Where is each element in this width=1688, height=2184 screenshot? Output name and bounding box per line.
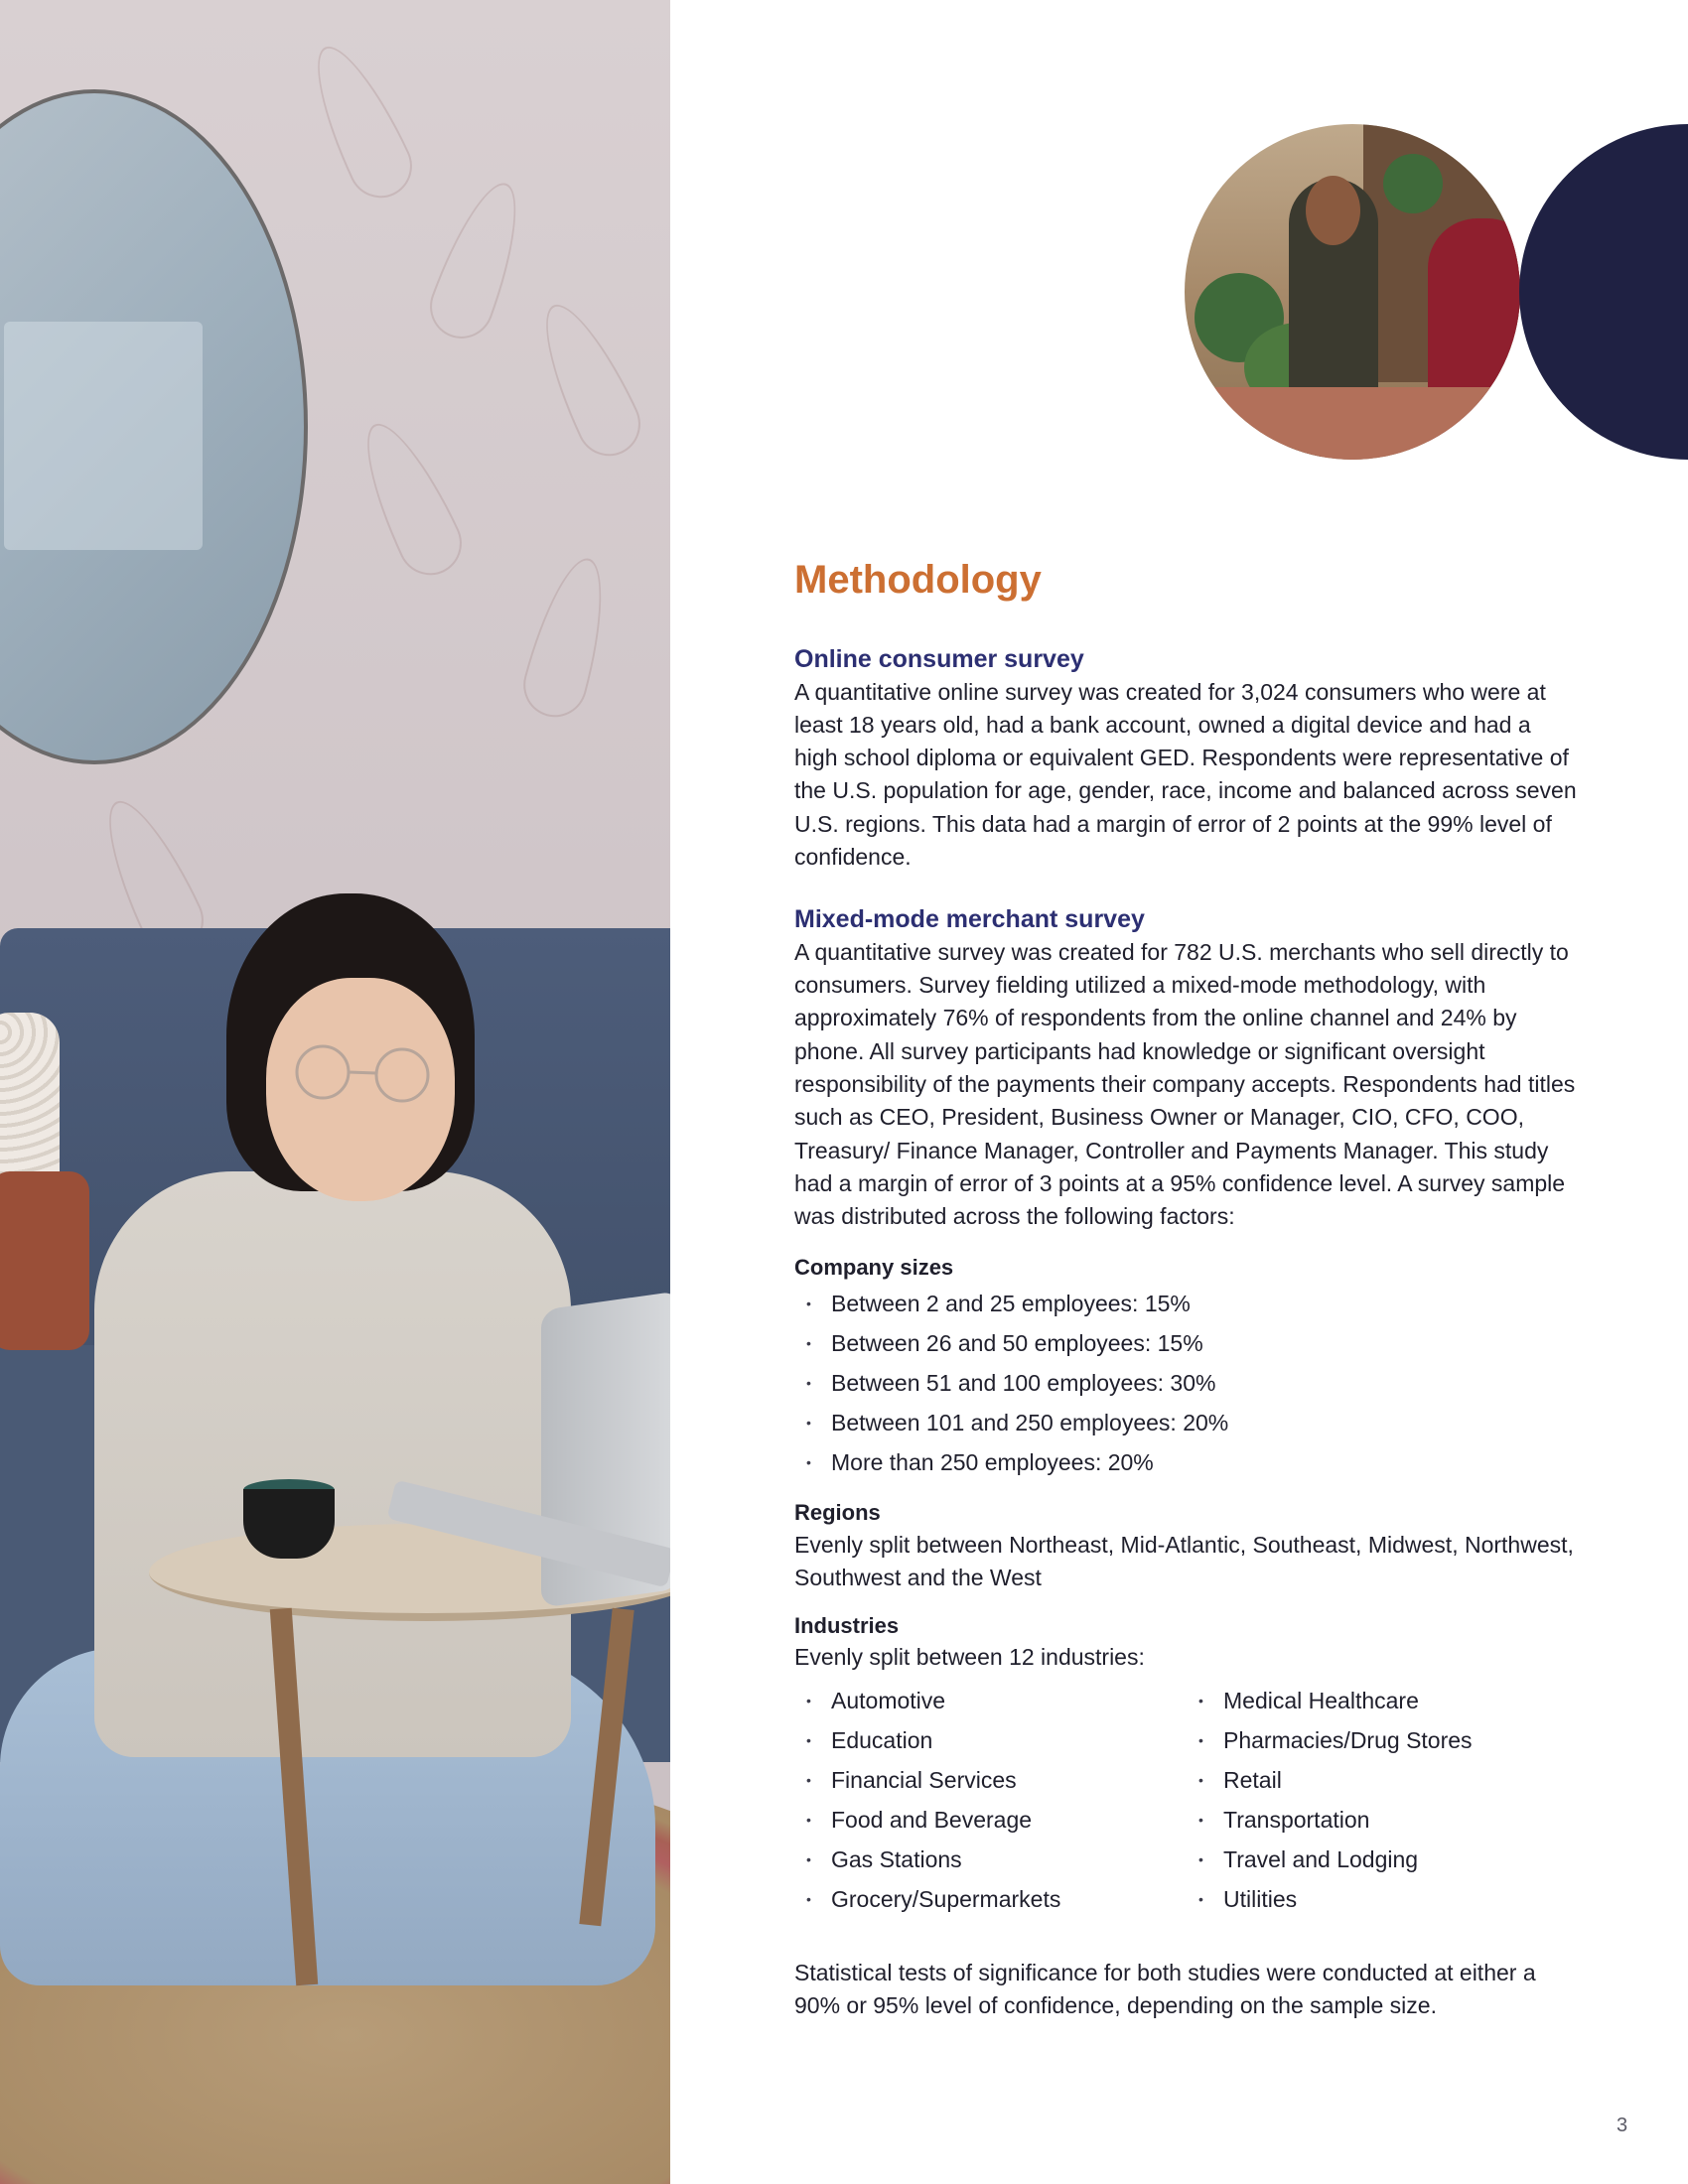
mirror-reflection	[4, 322, 203, 550]
wallpaper-leaf	[296, 34, 422, 208]
wallpaper-leaf	[516, 551, 620, 725]
list-item: • Gas Stations	[794, 1840, 1187, 1879]
methodology-content	[794, 556, 1579, 2022]
page-number: 3	[1617, 2115, 1628, 2136]
list-item: • Grocery/Supermarkets	[794, 1879, 1187, 1919]
navy-circle-decoration	[1519, 124, 1688, 460]
list-item: • Education	[794, 1720, 1187, 1760]
list-item: • Medical Healthcare	[1187, 1681, 1579, 1720]
list-item: • Between 26 and 50 employees: 15%	[794, 1323, 1579, 1363]
round-mirror	[0, 89, 308, 764]
list-item: • More than 250 employees: 20%	[794, 1442, 1579, 1482]
closing-note: Statistical tests of significance for both studies were conducted at either a 90% or 95% level of confidence, depending on the sample size.	[794, 1959, 1536, 2019]
glasses-icon	[268, 1037, 467, 1107]
shop-clerk-face	[1306, 176, 1360, 245]
wallpaper-leaf	[421, 173, 536, 347]
person-sweater	[94, 1171, 571, 1757]
industries-intro: Evenly split between 12 industries:	[794, 1644, 1145, 1671]
regions-body: Evenly split between Northeast, Mid-Atlantic, Southeast, Midwest, Northwest, Southwest and the West	[794, 1532, 1574, 1591]
list-item: • Food and Beverage	[794, 1800, 1187, 1840]
company-sizes-heading: Company sizes	[794, 1255, 954, 1281]
list-item: • Automotive	[794, 1681, 1187, 1720]
page-title: Methodology	[794, 558, 1042, 602]
list-item: • Between 101 and 250 employees: 20%	[794, 1403, 1579, 1442]
list-item: • Pharmacies/Drug Stores	[1187, 1720, 1579, 1760]
merchant-survey-body: A quantitative survey was created for 782 U.S. merchants who sell directly to consumers. Survey fielding utilized a mixed-mode methodology, with approximately 76% of respondents from the online channel and 24% by phone. All survey participants had knowledge or significant oversight responsibility of the payments their company accepts. Respondents had titles such as CEO, President, Business Owner or Manager, CIO, CFO, COO, Treasury/ Finance Manager, Controller and Payments Manager. This study had a margin of error of 3 points at a 95% confidence level. A survey sample was distributed across the following factors:	[794, 938, 1576, 1230]
coffee-cup	[243, 1489, 335, 1559]
plant	[1383, 154, 1443, 213]
regions-heading: Regions	[794, 1500, 881, 1526]
circle-photo-shop-counter	[1185, 124, 1520, 460]
list-item: • Financial Services	[794, 1760, 1187, 1800]
industries-columns	[794, 1681, 1579, 1919]
company-sizes-list	[794, 1284, 1579, 1482]
list-item: • Transportation	[1187, 1800, 1579, 1840]
counter	[1185, 387, 1520, 460]
hero-photo-woman-with-laptop	[0, 0, 670, 2184]
pillow	[0, 1171, 89, 1350]
list-item: • Retail	[1187, 1760, 1579, 1800]
online-survey-body: A quantitative online survey was created for 3,024 consumers who were at least 18 years old, had a bank account, owned a digital device and had a high school diploma or equivalent GED. Respondents were representative of the U.S. population for age, gender, race, income and balanced across seven U.S. regions. This data had a margin of error of 2 points at the 99% level of confidence.	[794, 678, 1577, 870]
list-item: • Between 2 and 25 employees: 15%	[794, 1284, 1579, 1323]
industries-heading: Industries	[794, 1612, 900, 1638]
list-item: • Between 51 and 100 employees: 30%	[794, 1363, 1579, 1403]
industries-list-right	[1187, 1681, 1579, 1919]
industries-list-left	[794, 1681, 1187, 1919]
list-item: • Travel and Lodging	[1187, 1840, 1579, 1879]
merchant-survey-heading: Mixed-mode merchant survey	[794, 905, 1145, 934]
list-item: • Utilities	[1187, 1879, 1579, 1919]
online-survey-heading: Online consumer survey	[794, 645, 1084, 673]
wallpaper-leaf	[524, 292, 650, 467]
wallpaper-leaf	[346, 411, 472, 586]
